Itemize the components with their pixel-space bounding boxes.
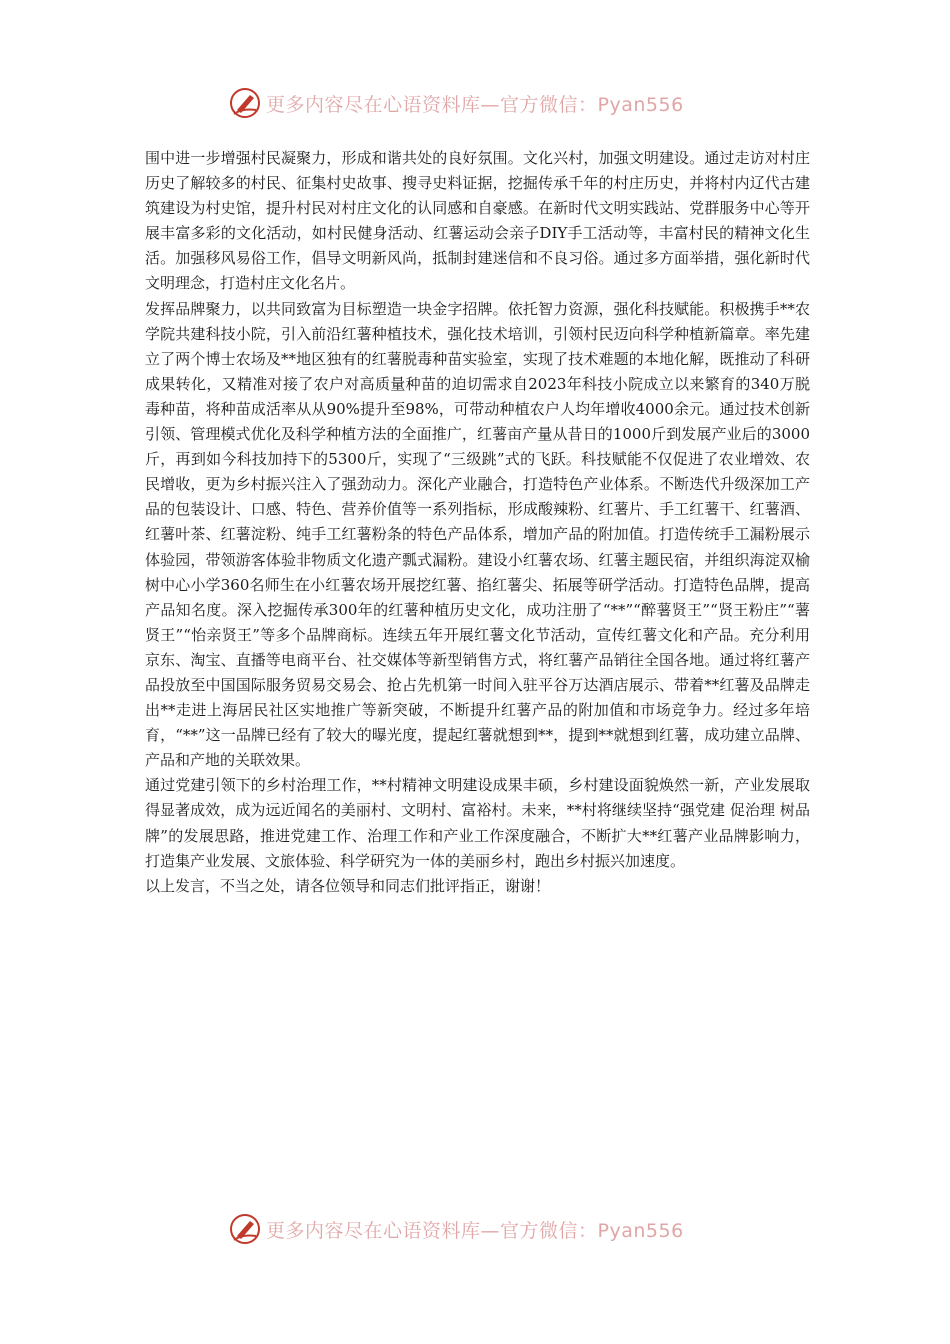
header-banner-text: 更多内容尽在心语资料库—官方微信：Pyan556 <box>266 93 684 116</box>
footer-banner <box>228 1212 728 1246</box>
pen-logo-icon <box>228 1212 262 1246</box>
footer-banner-text: 更多内容尽在心语资料库—官方微信：Pyan556 <box>266 1219 684 1242</box>
document-body <box>145 146 810 899</box>
paragraph-3: 通过党建引领下的乡村治理工作，**村精神文明建设成果丰硕，乡村建设面貌焕然一新，产业发展取得显著成效，成为远近闻名的美丽村、文明村、富裕村。未来，**村将继续坚持“强党建 促治理 树品牌”的发展思路，推进党建工作、治理工作和产业工作深度融合，不断扩大**红薯产业品牌影响力，打造集产业发展、文旅体验、科学研究为一体的美丽乡村，跑出乡村振兴加速度。 <box>145 776 810 870</box>
paragraph-2: 发挥品牌聚力，以共同致富为目标塑造一块金字招牌。依托智力资源，强化科技赋能。积极携手**农学院共建科技小院，引入前沿红薯种植技术，强化技术培训，引领村民迈向科学种植新篇章。率先建立了两个博士农场及**地区独有的红薯脱毒种苗实验室，实现了技术难题的本地化解，既推动了科研成果转化，又精准对接了农户对高质量种苗的迫切需求自2023年科技小院成立以来繁育的340万脱毒种苗，将种苗成活率从从90%提升至98%，可带动种植农户人均年增收4000余元。通过技术创新引领、管理模式优化及科学种植方法的全面推广，红薯亩产量从昔日的1000斤到发展产业后的3000斤，再到如今科技加持下的5300斤，实现了“三级跳”式的飞跃。科技赋能不仅促进了农业增效、农民增收，更为乡村振兴注入了强劲动力。深化产业融合，打造特色产业体系。不断迭代升级深加工产品的包装设计、口感、特色、营养价值等一系列指标，形成酸辣粉、红薯片、手工红薯干、红薯酒、红薯叶茶、红薯淀粉、纯手工红薯粉条的特色产品体系，增加产品的附加值。打造传统手工漏粉展示体验园，带领游客体验非物质文化遗产瓢式漏粉。建设小红薯农场、红薯主题民宿，并组织海淀双榆树中心小学360名师生在小红薯农场开展挖红薯、掐红薯尖、拓展等研学活动。打造特色品牌，提高产品知名度。深入挖掘传承300年的红薯种植历史文化，成功注册了“**”“醉薯贤王”“贤王粉庄”“薯贤王”“怡亲贤王”等多个品牌商标。连续五年开展红薯文化节活动，宣传红薯文化和产品。充分利用京东、淘宝、直播等电商平台、社交媒体等新型销售方式，将红薯产品销往全国各地。通过将红薯产品投放至中国国际服务贸易交易会、抢占先机第一时间入驻平谷万达酒店展示、带着**红薯及品牌走出**走进上海居民社区实地推广等新突破，不断提升红薯产品的附加值和市场竞争力。经过多年培育，“**”这一品牌已经有了较大的曝光度，提起红薯就想到**，提到**就想到红薯，成功建立品牌、产品和产地的关联效果。 <box>145 299 810 770</box>
paragraph-4: 以上发言，不当之处，请各位领导和同志们批评指正，谢谢！ <box>145 876 551 895</box>
header-banner <box>228 86 728 120</box>
pen-logo-icon <box>228 86 262 120</box>
paragraph-1: 围中进一步增强村民凝聚力，形成和谐共处的良好氛围。文化兴村，加强文明建设。通过走访对村庄历史了解较多的村民、征集村史故事、搜寻史料证据，挖掘传承千年的村庄历史，并将村内辽代古建筑建设为村史馆，提升村民对村庄文化的认同感和自豪感。在新时代文明实践站、党群服务中心等开展丰富多彩的文化活动，如村民健身活动、红薯运动会亲子DIY手工活动等，丰富村民的精神文化生活。加强移风易俗工作，倡导文明新风尚，抵制封建迷信和不良习俗。通过多方面举措，强化新时代文明理念，打造村庄文化名片。 <box>145 149 810 293</box>
